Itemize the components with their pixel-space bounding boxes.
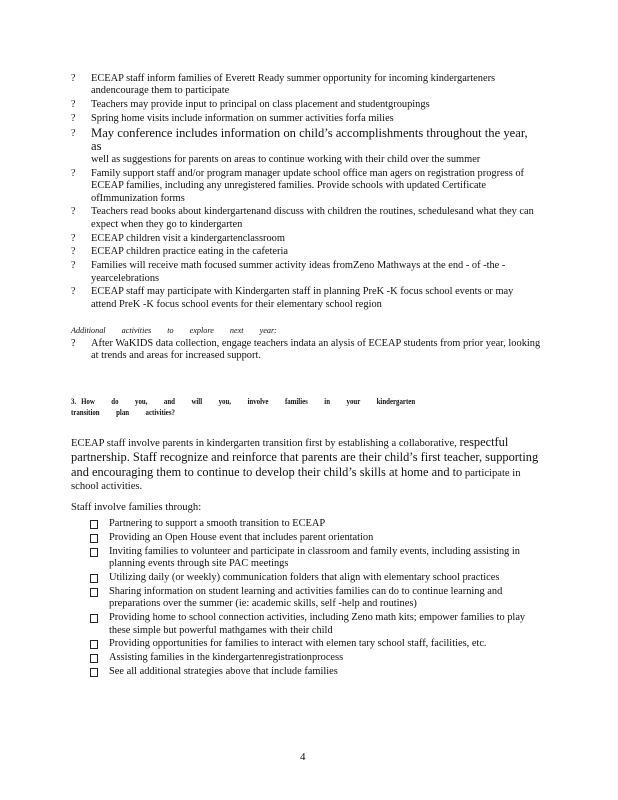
checkbox-bullet-icon: [90, 548, 98, 557]
checkbox-bullet-icon: [90, 588, 98, 597]
checkbox-bullet-icon: [90, 640, 98, 649]
checkbox-bullet-icon: [90, 534, 98, 543]
bullet-icon: ?: [71, 286, 76, 298]
question-3-heading: [71, 396, 424, 418]
list-item: ? After WaKIDS data collection, engage teachers indata an alysis of ECEAP students from prior year, looking at trends and areas for increased support.: [71, 338, 541, 362]
list-item: ? ECEAP staff may participate with Kindergarten staff in planning PreK -K focus school events or may attend PreK -K focus school events for their elementary school region: [71, 286, 514, 310]
partnership-paragraph: ECEAP staff involve parents in kindergarten transition first by establishing a collaborative, respectful partnership. Staff recognize and reinforce that parents are their child’s first teacher, supporting and encouraging them to continue to develop their child’s skills at home and to participate in school activities.: [71, 435, 539, 493]
list-item: ? ECEAP children visit a kindergartenclassroom: [71, 232, 285, 244]
list-item: See all additional strategies above that include families: [89, 666, 529, 679]
checkbox-bullet-icon: [90, 654, 98, 663]
list-item: ? ECEAP children practice eating in the cafeteria: [71, 246, 288, 258]
additional-activities-list: [71, 338, 541, 363]
list-item: ? Teachers may provide input to principal on class placement and studentgroupings: [71, 99, 430, 111]
bullet-icon: ?: [71, 338, 76, 349]
list-item: ? Families will receive math focused summer activity ideas fromZeno Mathways at the end - of -the - yearcelebrations: [71, 260, 506, 284]
question-text: How do you, and will you, involve families in your kindergarten transition plan activities?: [71, 397, 416, 417]
bullet-icon: ?: [71, 113, 76, 124]
bullet-icon: ?: [71, 260, 76, 272]
list-item: Providing opportunities for families to interact with elemen tary school staff, facilities, etc.: [89, 638, 529, 651]
bullet-icon: ?: [71, 206, 76, 218]
list-item: Assisting families in the kindergartenregistrationprocess: [89, 652, 529, 665]
transition-activities-list: [71, 73, 541, 313]
list-item: Utilizing daily (or weekly) communication folders that align with elementary school practices: [89, 572, 529, 585]
checkbox-bullet-icon: [90, 520, 98, 529]
strategies-list: [89, 518, 529, 680]
list-item: ? ECEAP staff inform families of Everett Ready summer opportunity for incoming kindergarteners andencourage them to participate: [71, 73, 496, 97]
bullet-icon: ?: [71, 167, 76, 179]
question-number: 3.: [71, 397, 77, 406]
additional-activities-heading: Additional activities to explore next year:: [71, 326, 277, 335]
list-item: Inviting families to volunteer and participate in classroom and family events, including assisting in planning events through site PAC meetings: [89, 546, 529, 571]
checkbox-bullet-icon: [90, 614, 98, 623]
checkbox-bullet-icon: [90, 574, 98, 583]
bullet-icon: ?: [71, 99, 76, 111]
list-item: ? Family support staff and/or program manager update school office man agers on registration progress of ECEAP families, including any unregistered families. Provide schools with updated Certificate ofImmunization forms: [71, 167, 525, 204]
bullet-icon: ?: [71, 232, 76, 244]
list-item-may-conference: ? May conference includes information on child’s accomplishments throughout the year, as well as suggestions for parents on areas to continue working with their child over the summer: [71, 125, 528, 165]
list-item: Providing home to school connection activities, including Zeno math kits; empower families to play these simple but powerful mathgames with their child: [89, 612, 529, 637]
bullet-icon: ?: [71, 73, 76, 84]
list-item: ? Teachers read books about kindergartenand discuss with children the routines, schedulesand what they can expect when they go to kindergarten: [71, 206, 534, 230]
list-item: Providing an Open House event that includes parent orientation: [89, 532, 529, 545]
strategies-intro: Staff involve families through:: [71, 502, 202, 513]
list-item: ? Spring home visits include information on summer activities forfa milies: [71, 113, 394, 124]
checkbox-bullet-icon: [90, 668, 98, 677]
list-item: Partnering to support a smooth transition to ECEAP: [89, 518, 529, 531]
bullet-icon: ?: [71, 246, 76, 258]
page-number: 4: [300, 751, 306, 763]
list-item: Sharing information on student learning and activities families can do to continue learning and preparations over the summer (ie: academic skills, self -help and routines): [89, 586, 529, 611]
bullet-icon: ?: [71, 127, 76, 139]
